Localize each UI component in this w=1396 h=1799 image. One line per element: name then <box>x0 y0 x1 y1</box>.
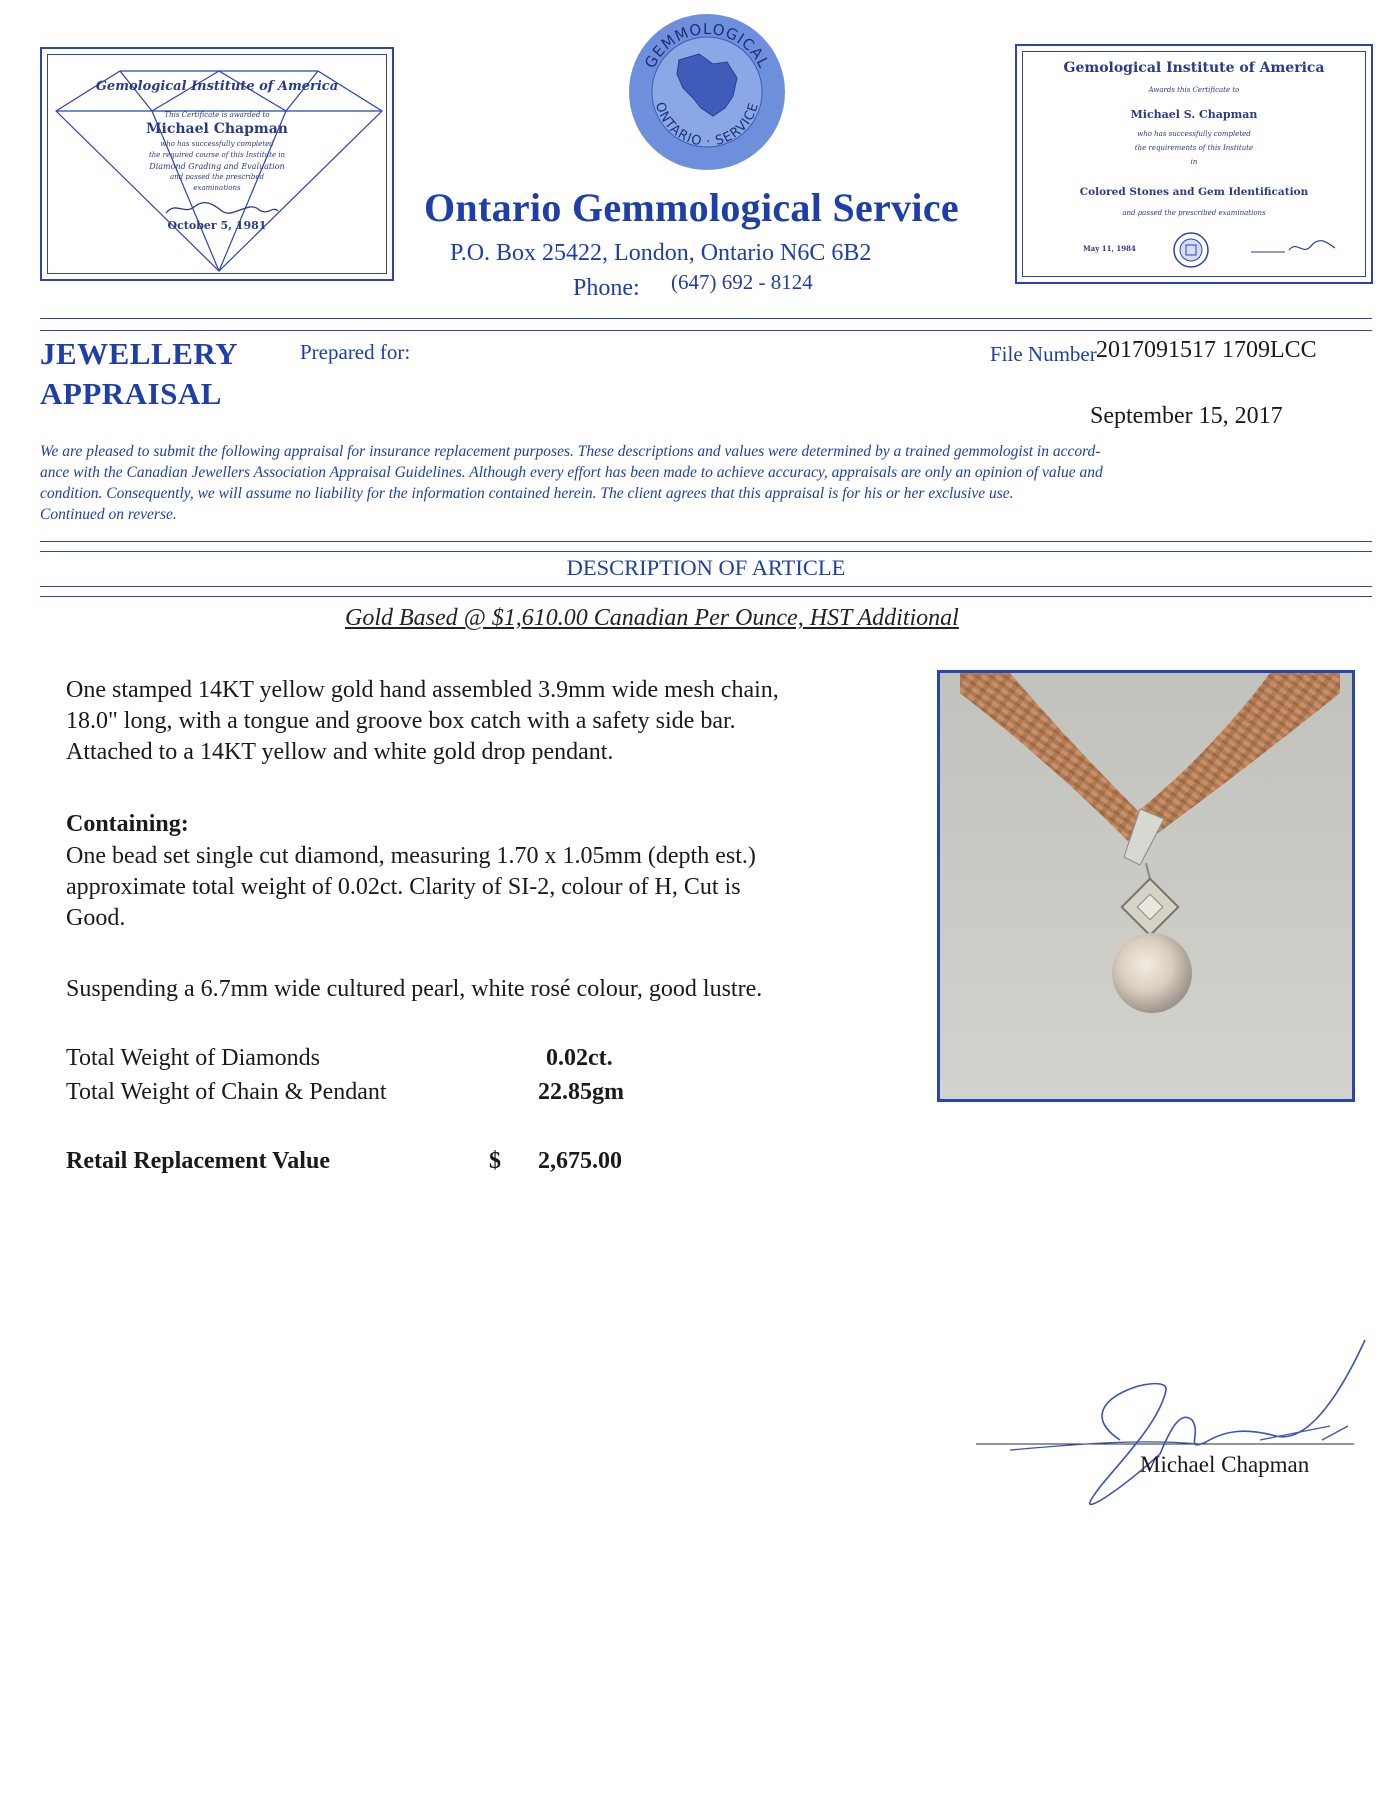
cert-left-date: October 5, 1981 <box>167 219 267 232</box>
divider <box>40 596 1372 597</box>
cert-right-line: in <box>1190 158 1198 166</box>
pearl-pendant-image <box>940 673 1352 1099</box>
containing-label: Containing: <box>66 811 189 837</box>
appraisal-title-line2: APPRAISAL <box>40 376 222 411</box>
total-value-chain: 22.85gm <box>538 1079 624 1105</box>
cert-left-line: and passed the prescribed <box>170 173 264 181</box>
description-line: approximate total weight of 0.02ct. Clarity of SI-2, colour of H, Cut is <box>66 874 741 900</box>
certificate-right <box>1015 44 1373 284</box>
file-number-value: 2017091517 1709LCC <box>1096 337 1317 363</box>
divider <box>40 551 1372 552</box>
cert-right-line: Awards this Certificate to <box>1148 86 1240 94</box>
divider <box>40 318 1372 319</box>
phone-label: Phone: <box>573 275 640 301</box>
ontario-seal-logo <box>627 12 787 172</box>
disclaimer-text <box>40 441 1380 525</box>
cert-left-line: examinations <box>193 184 241 192</box>
cert-left-line: who has successfully completed <box>160 140 274 148</box>
retail-label: Retail Replacement Value <box>66 1148 330 1174</box>
signature-scribble-icon <box>1249 236 1349 260</box>
description-line: Attached to a 14KT yellow and white gold drop pendant. <box>66 739 614 765</box>
cert-left-name: Michael Chapman <box>146 121 288 137</box>
gold-basis-line: Gold Based @ $1,610.00 Canadian Per Ounce, HST Additional <box>345 605 959 631</box>
cert-right-line: the requirements of this Institute <box>1134 144 1254 152</box>
cert-right-date: May 11, 1984 <box>1083 244 1136 253</box>
appraisal-title <box>40 334 238 414</box>
svg-text:ONTARIO · SERVICE: ONTARIO · SERVICE <box>651 100 763 150</box>
appraisal-date: September 15, 2017 <box>1090 403 1283 429</box>
disclaimer-line: Continued on reverse. <box>40 506 177 523</box>
currency-symbol: $ <box>489 1148 501 1174</box>
total-value-diamonds: 0.02ct. <box>546 1045 613 1071</box>
description-line: Good. <box>66 905 126 931</box>
description-para-2 <box>66 841 756 934</box>
appraisal-title-line1: JEWELLERY <box>40 336 239 371</box>
certificate-left <box>40 47 394 281</box>
description-line: 18.0" long, with a tongue and groove box catch with a safety side bar. <box>66 708 736 734</box>
signatory-name: Michael Chapman <box>1140 1452 1310 1477</box>
gia-seal-icon <box>1171 230 1211 270</box>
description-line: One bead set single cut diamond, measuring 1.70 x 1.05mm (depth est.) <box>66 843 756 869</box>
cert-left-line: This Certificate is awarded to <box>164 111 270 119</box>
org-name: Ontario Gemmological Service <box>424 185 959 230</box>
phone-number: (647) 692 - 8124 <box>671 270 813 294</box>
svg-text:GEMMOLOGICAL: GEMMOLOGICAL <box>641 19 774 72</box>
jewellery-photo <box>937 670 1355 1102</box>
file-number-label: File Number <box>990 342 1097 366</box>
retail-value: 2,675.00 <box>538 1148 622 1174</box>
divider <box>40 541 1372 542</box>
section-title: DESCRIPTION OF ARTICLE <box>566 555 846 580</box>
cert-right-line: who has successfully completed <box>1137 130 1251 138</box>
org-address: P.O. Box 25422, London, Ontario N6C 6B2 <box>450 240 872 266</box>
signature-scribble-icon <box>162 197 282 219</box>
disclaimer-line: condition. Consequently, we will assume no liability for the information contained herein. The client agrees that this appraisal is for his or her exclusive use. <box>40 485 1014 502</box>
divider <box>40 330 1372 331</box>
disclaimer-line: ance with the Canadian Jewellers Association Appraisal Guidelines. Although every effort has been made to achieve accuracy, appraisals are only an opinion of value and <box>40 464 1103 481</box>
signature-graphic <box>970 1330 1370 1520</box>
cert-left-line: the required course of this Institute in <box>148 151 286 159</box>
description-para-3: Suspending a 6.7mm wide cultured pearl, white rosé colour, good lustre. <box>66 976 763 1002</box>
total-label-chain: Total Weight of Chain & Pendant <box>66 1079 387 1105</box>
cert-left-line: Diamond Grading and Evaluation <box>149 162 285 171</box>
prepared-for-label: Prepared for: <box>300 340 411 364</box>
divider <box>40 586 1372 587</box>
description-para-1 <box>66 675 779 768</box>
cert-right-name: Michael S. Chapman <box>1130 108 1258 121</box>
cert-right-title: Gemological Institute of America <box>1063 60 1325 76</box>
total-label-diamonds: Total Weight of Diamonds <box>66 1045 320 1071</box>
description-line: One stamped 14KT yellow gold hand assembled 3.9mm wide mesh chain, <box>66 677 779 703</box>
cert-left-arc-title: Gemological Institute of America <box>95 79 339 94</box>
cert-right-course: Colored Stones and Gem Identification <box>1079 186 1309 198</box>
cert-right-line: and passed the prescribed examinations <box>1122 209 1266 217</box>
disclaimer-line: We are pleased to submit the following appraisal for insurance replacement purposes. These descriptions and values were determined by a trained gemmologist in accord- <box>40 443 1101 460</box>
